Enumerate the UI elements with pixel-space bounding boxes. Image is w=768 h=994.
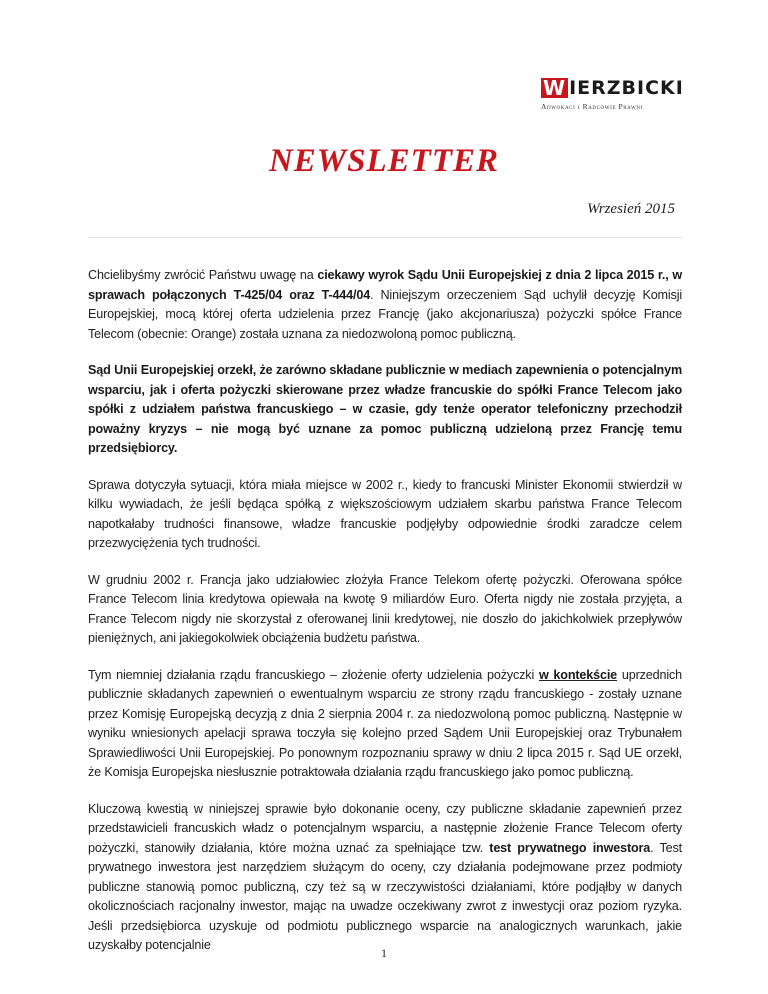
text-segment: . Niniejszym orzeczeniem Sąd uchylił decyzję Komisji Europejskiej, mocą której oferta udzielenia przez Francję (jako akcjonariusza) pożyczki spółce France Telecom (obecnie: Orange) została uznana za niedozwoloną pomoc publiczną.	[88, 287, 682, 341]
bold-text: ciekawy wyrok Sądu Unii Europejskiej z dnia 2 lipca 2015 r., w sprawach połączonych T-425/04 oraz T-444/04	[88, 268, 682, 302]
paragraph	[88, 666, 682, 783]
paragraph	[88, 571, 682, 649]
paragraph	[88, 476, 682, 554]
text-segment: uprzednich publicznie składanych zapewnień o ewentualnym wsparciu ze strony rządu francuskiego - zostały uznane przez Komisję Europejską decyzją z dnia 2 sierpnia 2004 r. za niedozwoloną pomoc publiczną. Następnie w wyniku wniesionych apelacji sprawa toczyła się kolejno przed Sądem Unii Europejskiej oraz Trybunałem Sprawiedliwości Unii Europejskiej. Po ponownym rozpoznaniu sprawy w dniu 2 lipca 2015 r. Sąd UE orzekł, że Komisja Europejska niesłusznie potraktowała działania rządu francuskiego jako pomoc publiczną.	[88, 667, 682, 779]
company-logo	[541, 76, 684, 111]
bold-text: test prywatnego inwestora	[489, 840, 651, 855]
logo-subtitle: Adwokaci i Radcowie Prawni	[541, 102, 643, 111]
paragraph	[88, 361, 682, 459]
bold-text: Sąd Unii Europejskiej orzekł, że zarówno składane publicznie w mediach zapewnienia o potencjalnym wsparciu, jak i oferta pożyczki skierowane przez władze francuskie do spółki France Telecom jako spółki z udziałem państwa francuskiego – w czasie, gdy tenże operator telefoniczny przechodził poważny kryzys – nie mogą być uznane za pomoc publiczną udzieloną przez Francję temu przedsiębiorcy.	[88, 363, 682, 455]
text-segment: Kluczową kwestią w niniejszej sprawie było dokonanie oceny, czy publiczne składanie zapewnień przez przedstawicieli francuskich władz o potencjalnym wsparciu, a następnie złożenie France Telecom oferty pożyczki, stanowiły działania, które można uznać za spełniające tzw.	[88, 801, 682, 855]
text-segment: . Test prywatnego inwestora jest narzędziem służącym do oceny, czy działania podejmowane przez podmioty publiczne stanowią pomoc publiczną, czy też są w rzeczywistości działaniami, które podjąłby w danych okolicznościach racjonalny inwestor, mając na uwadze oczekiwany zwrot z inwestycji oraz poziom ryzyka. Jeśli przedsiębiorca uzyskuje od podmiotu publicznego wsparcie na analogicznych warunkach, jakie uzyskałby potencjalnie	[88, 840, 683, 952]
text-segment: W grudniu 2002 r. Francja jako udziałowiec złożyła France Telekom ofertę pożyczki. Oferowana spółce France Telecom linia kredytowa opiewała na kwotę 9 miliardów Euro. Oferta nigdy nie została przyjęta, a France Telecom nigdy nie skorzystał z oferowanej linii kredytowej, nie doszło do jakichkolwiek przepływów pieniężnych, ani jakiegokolwiek obciążenia budżetu państwa.	[88, 572, 682, 645]
text-segment: Tym niemniej działania rządu francuskiego – złożenie oferty udzielenia pożyczki	[88, 667, 539, 682]
newsletter-date: Wrzesień 2015	[587, 201, 675, 217]
underlined-bold-text: w kontekście	[538, 667, 618, 682]
paragraph	[88, 800, 682, 956]
page-number: 1	[381, 946, 387, 960]
logo-wordmark	[541, 76, 684, 100]
text-segment: Chcielibyśmy zwrócić Państwu uwagę na	[88, 268, 318, 282]
paragraph	[88, 266, 682, 344]
document-body	[88, 266, 682, 973]
logo-initial: W	[543, 76, 567, 100]
newsletter-title: NEWSLETTER	[268, 143, 500, 179]
header-divider	[88, 237, 682, 238]
text-segment: Sprawa dotyczyła sytuacji, która miała miejsce w 2002 r., kiedy to francuski Minister Ekonomii stwierdził w kilku wywiadach, że jeśli będąca spółką z większościowym udziałem skarbu państwa France Telecom napotkałaby trudności finansowe, władze francuskie podjęłyby odpowiednie środki zaradcze celem przezwyciężenia tych trudności.	[88, 477, 682, 550]
logo-name: IERZBICKI	[569, 77, 684, 99]
